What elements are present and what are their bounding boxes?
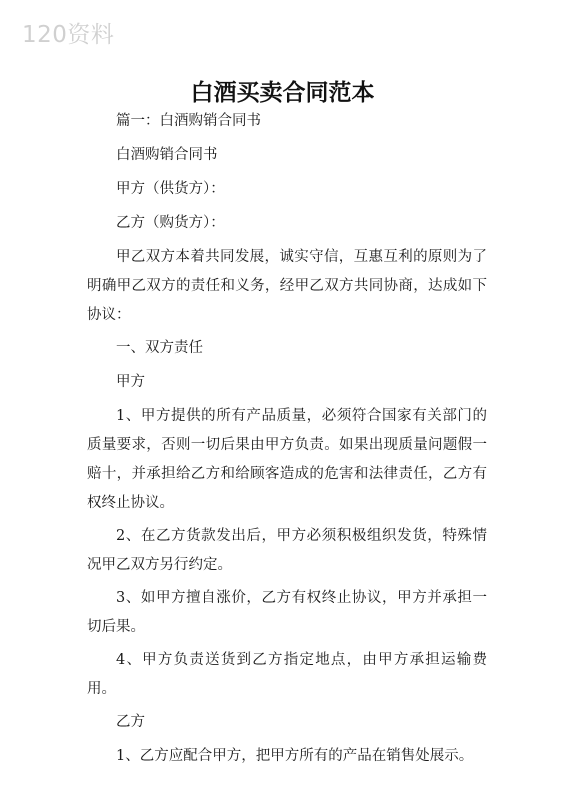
watermark: 120资料 bbox=[22, 22, 115, 48]
paragraph-party-a: 甲方（供货方）： bbox=[116, 181, 225, 197]
paragraph-heading-responsibilities: 一、双方责任 bbox=[116, 340, 203, 356]
document-body bbox=[87, 107, 487, 775]
paragraph-section-heading: 篇一：白酒购销合同书 bbox=[116, 113, 261, 129]
paragraph-a-clause-1: 1、甲方提供的所有产品质量，必须符合国家有关部门的质量要求，否则一切后果由甲方负责。如果出现质量问题假一赔十，并承担给乙方和给顾客造成的危害和法律责任，乙方有权终止协议。 bbox=[87, 408, 487, 511]
paragraph-heading-party-a: 甲方 bbox=[116, 374, 145, 390]
paragraph-heading-party-b: 乙方 bbox=[116, 714, 145, 730]
paragraph-b-clause-1: 1、乙方应配合甲方，把甲方所有的产品在销售处展示。 bbox=[116, 748, 474, 764]
paragraph-preamble: 甲乙双方本着共同发展，诚实守信，互惠互利的原则为了明确甲乙双方的责任和义务，经甲乙双方共同协商，达成如下协议： bbox=[87, 249, 487, 323]
paragraph-a-clause-3: 3、如甲方擅自涨价，乙方有权终止协议，甲方并承担一切后果。 bbox=[87, 590, 487, 635]
paragraph-party-b: 乙方（购货方）： bbox=[116, 215, 225, 231]
paragraph-a-clause-2: 2、在乙方货款发出后，甲方必须积极组织发货，特殊情况甲乙双方另行约定。 bbox=[87, 528, 487, 573]
document-title: 白酒买卖合同范本 bbox=[190, 80, 375, 106]
paragraph-a-clause-4: 4、甲方负责送货到乙方指定地点，由甲方承担运输费用。 bbox=[87, 652, 487, 697]
paragraph-contract-name: 白酒购销合同书 bbox=[116, 147, 218, 163]
